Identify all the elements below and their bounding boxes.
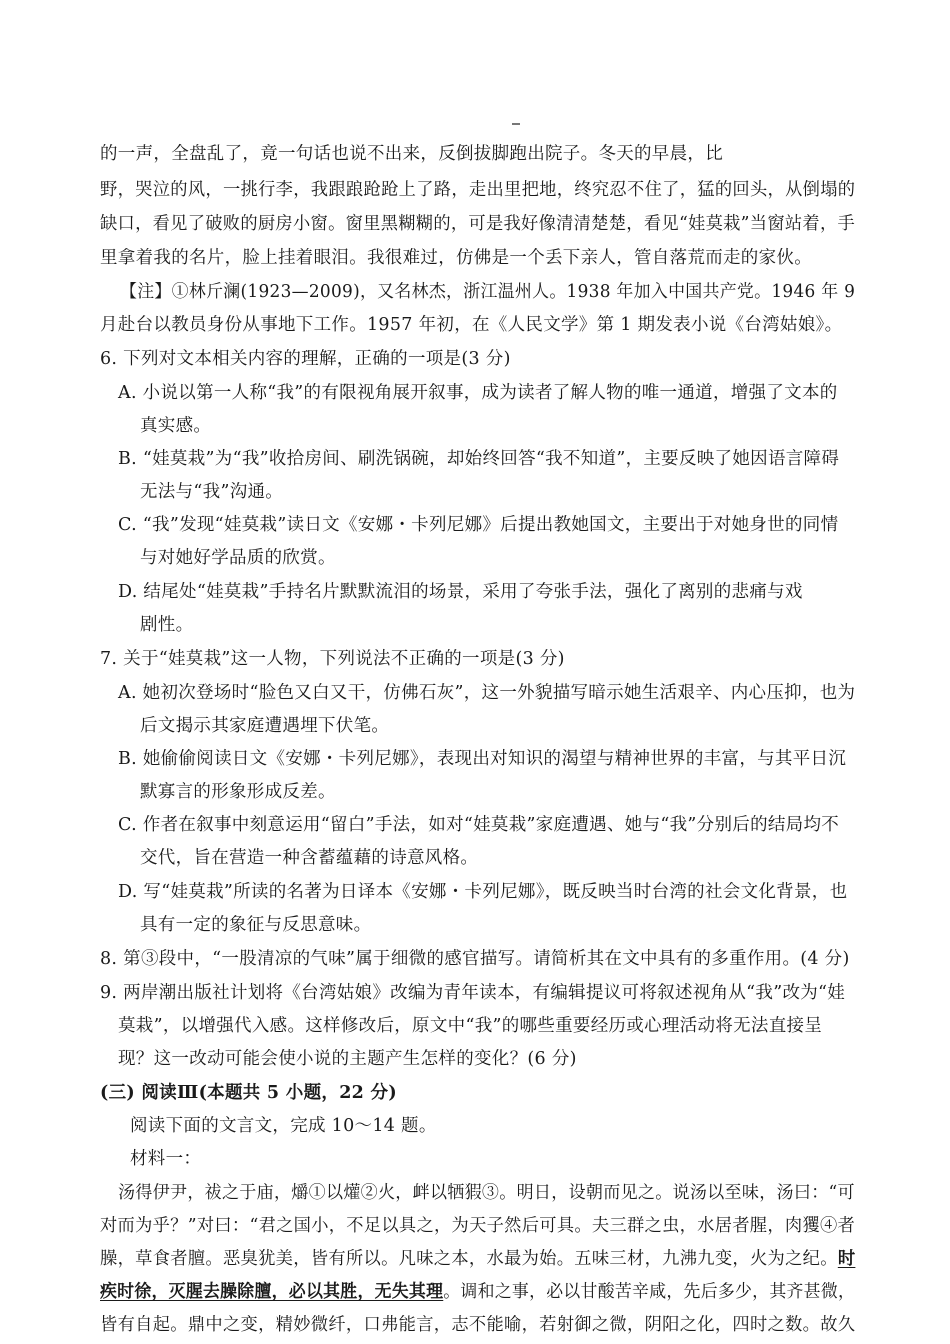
q7-option-d-line1: D. 写“娃莫栽”所读的名著为日译本《安娜・卡列尼娜》，既反映当时台湾的社会文化背景，也: [118, 882, 848, 902]
q6-option-b-line2: 无法与“我”沟通。: [140, 482, 284, 502]
story-line-4: 里拿着我的名片，脸上挂着眼泪。我很难过，仿佛是一个丢下亲人，管自落荒而走的家伙。: [100, 248, 812, 268]
q6-option-a-line2: 真实感。: [140, 416, 212, 436]
section-3-instruction: 阅读下面的文言文，完成 10～14 题。: [130, 1116, 437, 1136]
classical-line-4-rest: 。调和之事，必以甘酸苦辛咸，先后多少，其齐甚微，: [443, 1282, 856, 1302]
classical-line-3-text: 臊，草食者膻。恶臭犹美，皆有所以。凡味之本，水最为始。五味三材，九沸九变，火为之纪。: [100, 1249, 838, 1269]
material-label: 材料一：: [130, 1149, 202, 1169]
q6-option-b-line1: B. “娃莫栽”为“我”收拾房间、刷洗锅碗，却始终回答“我不知道”，主要反映了她因语言障碍: [118, 449, 840, 469]
q7-stem: 7. 关于“娃莫栽”这一人物，下列说法不正确的一项是(3 分): [100, 649, 565, 669]
section-3-heading: (三) 阅读Ⅲ(本题共 5 小题，22 分): [100, 1083, 397, 1103]
classical-line-3: [100, 1247, 855, 1271]
q6-option-d-line1: D. 结尾处“娃莫栽”手持名片默默流泪的场景，采用了夸张手法，强化了离别的悲痛与戏: [118, 582, 803, 602]
scan-mark: [512, 123, 520, 125]
q7-option-a-line2: 后文揭示其家庭遭遇埋下伏笔。: [140, 716, 390, 736]
q7-option-d-line2: 具有一定的象征与反思意味。: [140, 915, 372, 935]
note-line-2: 月赴台以教员身份从事地下工作。1957 年初，在《人民文学》第 1 期发表小说《台湾姑娘》。: [100, 315, 843, 335]
q7-option-c-line2: 交代，旨在营造一种含蓄蕴藉的诗意风格。: [140, 848, 479, 868]
q6-option-a-line1: A. 小说以第一人称“我”的有限视角展开叙事，成为读者了解人物的唯一通道，增强了文本的: [118, 383, 838, 403]
story-line-2: 野，哭泣的风，一挑行李，我跟踉跄跄上了路，走出里把地，终究忍不住了，猛的回头，从倒塌的: [100, 180, 856, 200]
story-line-3: 缺口，看见了破败的厨房小窗。窗里黑糊糊的，可是我好像清清楚楚，看见“娃莫栽”当窗站着，手: [100, 214, 856, 234]
story-line-1: 的一声，全盘乱了，竟一句话也说不出来，反倒拔脚跑出院子。冬天的早晨，比: [100, 144, 723, 164]
q6-option-c-line2: 与对她好学品质的欣赏。: [140, 548, 336, 568]
q6-stem: 6. 下列对文本相关内容的理解，正确的一项是(3 分): [100, 349, 511, 369]
classical-line-2: 对而为乎？”对曰：“君之国小，不足以具之，为天子然后可具。夫三群之虫，水居者腥，肉玃④者: [100, 1216, 856, 1236]
q6-option-d-line2: 剧性。: [140, 615, 194, 635]
classical-underlined-sentence: 疾时徐，灭腥去臊除膻，必以其胜，无失其理: [100, 1282, 444, 1302]
classical-line-4: [100, 1280, 855, 1304]
q7-option-c-line1: C. 作者在叙事中刻意运用“留白”手法，如对“娃莫栽”家庭遭遇、她与“我”分别后的结局均不: [118, 815, 840, 835]
classical-line-1: 汤得伊尹，祓之于庙，爝①以爟②火，衅以牺猳③。明日，设朝而见之。说汤以至味，汤曰：“可: [118, 1183, 855, 1203]
q7-option-b-line1: B. 她偷偷阅读日文《安娜・卡列尼娜》，表现出对知识的渴望与精神世界的丰富，与其平日沉: [118, 749, 847, 769]
classical-line-5: 皆有自起。鼎中之变，精妙微纤，口弗能言，志不能喻，若射御之微，阴阳之化，四时之数。故久: [100, 1315, 856, 1335]
q7-option-b-line2: 默寡言的形象形成反差。: [140, 782, 336, 802]
q9-line-1: 9. 两岸潮出版社计划将《台湾姑娘》改编为青年读本，有编辑提议可将叙述视角从“我”改为“娃: [100, 983, 846, 1003]
note-line-1: 【注】①林斤澜(1923—2009)，又名林杰，浙江温州人。1938 年加入中国共产党。1946 年 9: [120, 282, 856, 302]
q6-option-c-line1: C. “我”发现“娃莫栽”读日文《安娜・卡列尼娜》后提出教她国文，主要出于对她身世的同情: [118, 515, 839, 535]
q9-line-2: 莫栽”，以增强代入感。这样修改后，原文中“我”的哪些重要经历或心理活动将无法直接呈: [118, 1016, 823, 1036]
q9-line-3: 现？这一改动可能会使小说的主题产生怎样的变化？(6 分): [118, 1049, 577, 1069]
q8-stem: 8. 第③段中，“一股清凉的气味”属于细微的感官描写。请简析其在文中具有的多重作用。(4 分): [100, 949, 850, 969]
classical-underlined-start: 时: [837, 1249, 856, 1269]
q7-option-a-line1: A. 她初次登场时“脸色又白又干，仿佛石灰”，这一外貌描写暗示她生活艰辛、内心压抑，也为: [118, 683, 856, 703]
